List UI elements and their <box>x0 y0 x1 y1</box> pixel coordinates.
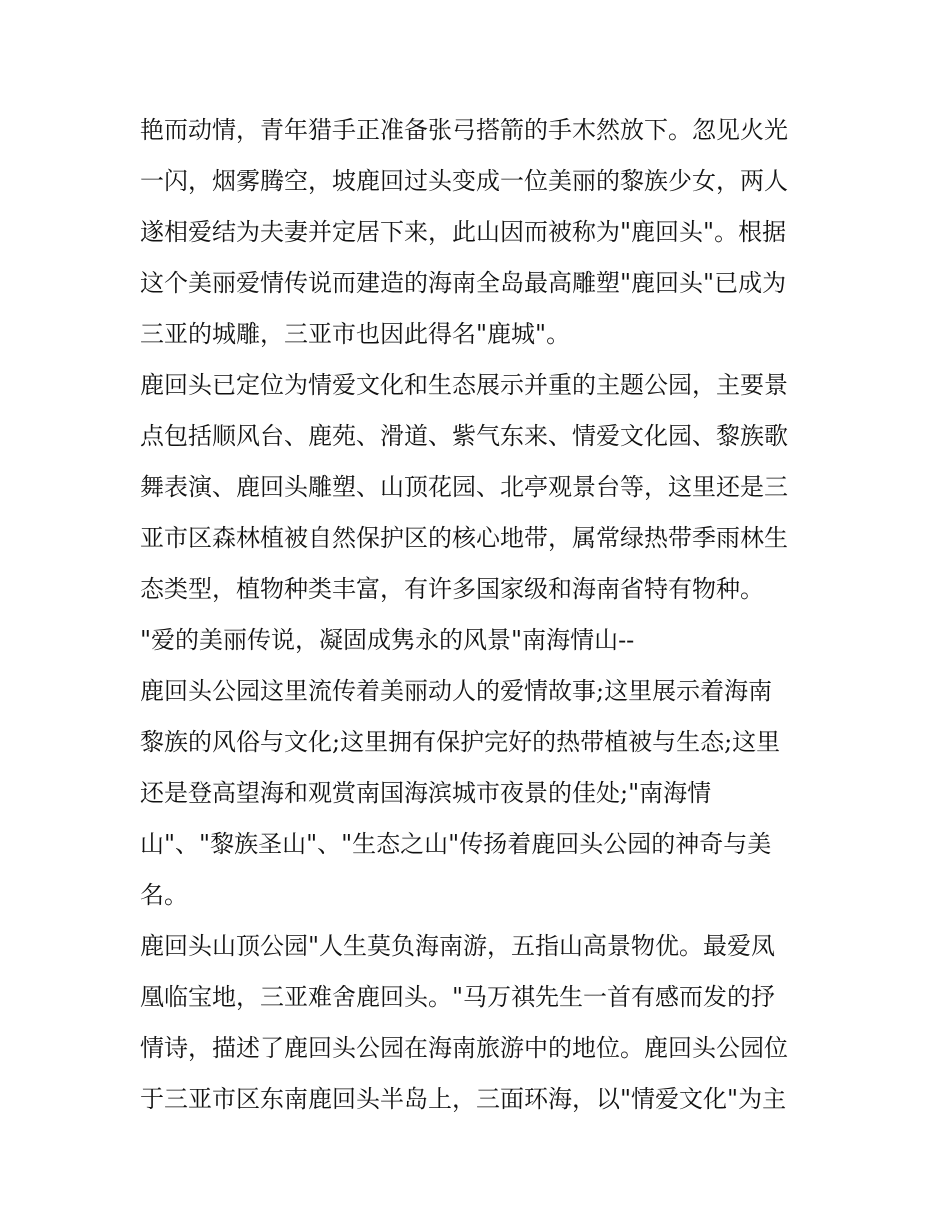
text-line: 一闪，烟雾腾空，坡鹿回过头变成一位美丽的黎族少女，两人 <box>140 167 788 195</box>
text-line: 舞表演、鹿回头雕塑、山顶花园、北亭观景台等，这里还是三 <box>140 473 788 501</box>
text-line: 名。 <box>140 881 188 909</box>
text-line: 鹿回头已定位为情爱文化和生态展示并重的主题公园，主要景 <box>140 371 788 399</box>
text-line: 艳而动情，青年猎手正准备张弓搭箭的手木然放下。忽见火光 <box>140 116 788 144</box>
text-line: 山"、"黎族圣山"、"生态之山"传扬着鹿回头公园的神奇与美 <box>140 830 772 858</box>
document-body <box>140 105 820 1125</box>
text-line: 还是登高望海和观赏南国海滨城市夜景的佳处;"南海情 <box>140 779 712 807</box>
text-line: 鹿回头山顶公园"人生莫负海南游，五指山高景物优。最爱凤 <box>140 932 776 960</box>
text-line: "爱的美丽传说，凝固成隽永的风景"南海情山-- <box>140 626 635 654</box>
text-line: 黎族的风俗与文化;这里拥有保护完好的热带植被与生态;这里 <box>140 728 781 756</box>
text-line: 这个美丽爱情传说而建造的海南全岛最高雕塑"鹿回头"已成为 <box>140 269 787 297</box>
text-line: 三亚的城雕，三亚市也因此得名"鹿城"。 <box>140 320 571 348</box>
text-line: 凰临宝地，三亚难舍鹿回头。"马万祺先生一首有感而发的抒 <box>140 983 776 1011</box>
text-line: 遂相爱结为夫妻并定居下来，此山因而被称为"鹿回头"。根据 <box>140 218 787 246</box>
text-line: 情诗，描述了鹿回头公园在海南旅游中的地位。鹿回头公园位 <box>140 1034 788 1062</box>
text-line: 于三亚市区东南鹿回头半岛上，三面环海，以"情爱文化"为主 <box>140 1085 787 1113</box>
text-line: 鹿回头公园这里流传着美丽动人的爱情故事;这里展示着海南 <box>140 677 773 705</box>
text-line: 态类型，植物种类丰富，有许多国家级和海南省特有物种。 <box>140 575 764 603</box>
text-line: 亚市区森林植被自然保护区的核心地带，属常绿热带季雨林生 <box>140 524 788 552</box>
text-line: 点包括顺风台、鹿苑、滑道、紫气东来、情爱文化园、黎族歌 <box>140 422 788 450</box>
